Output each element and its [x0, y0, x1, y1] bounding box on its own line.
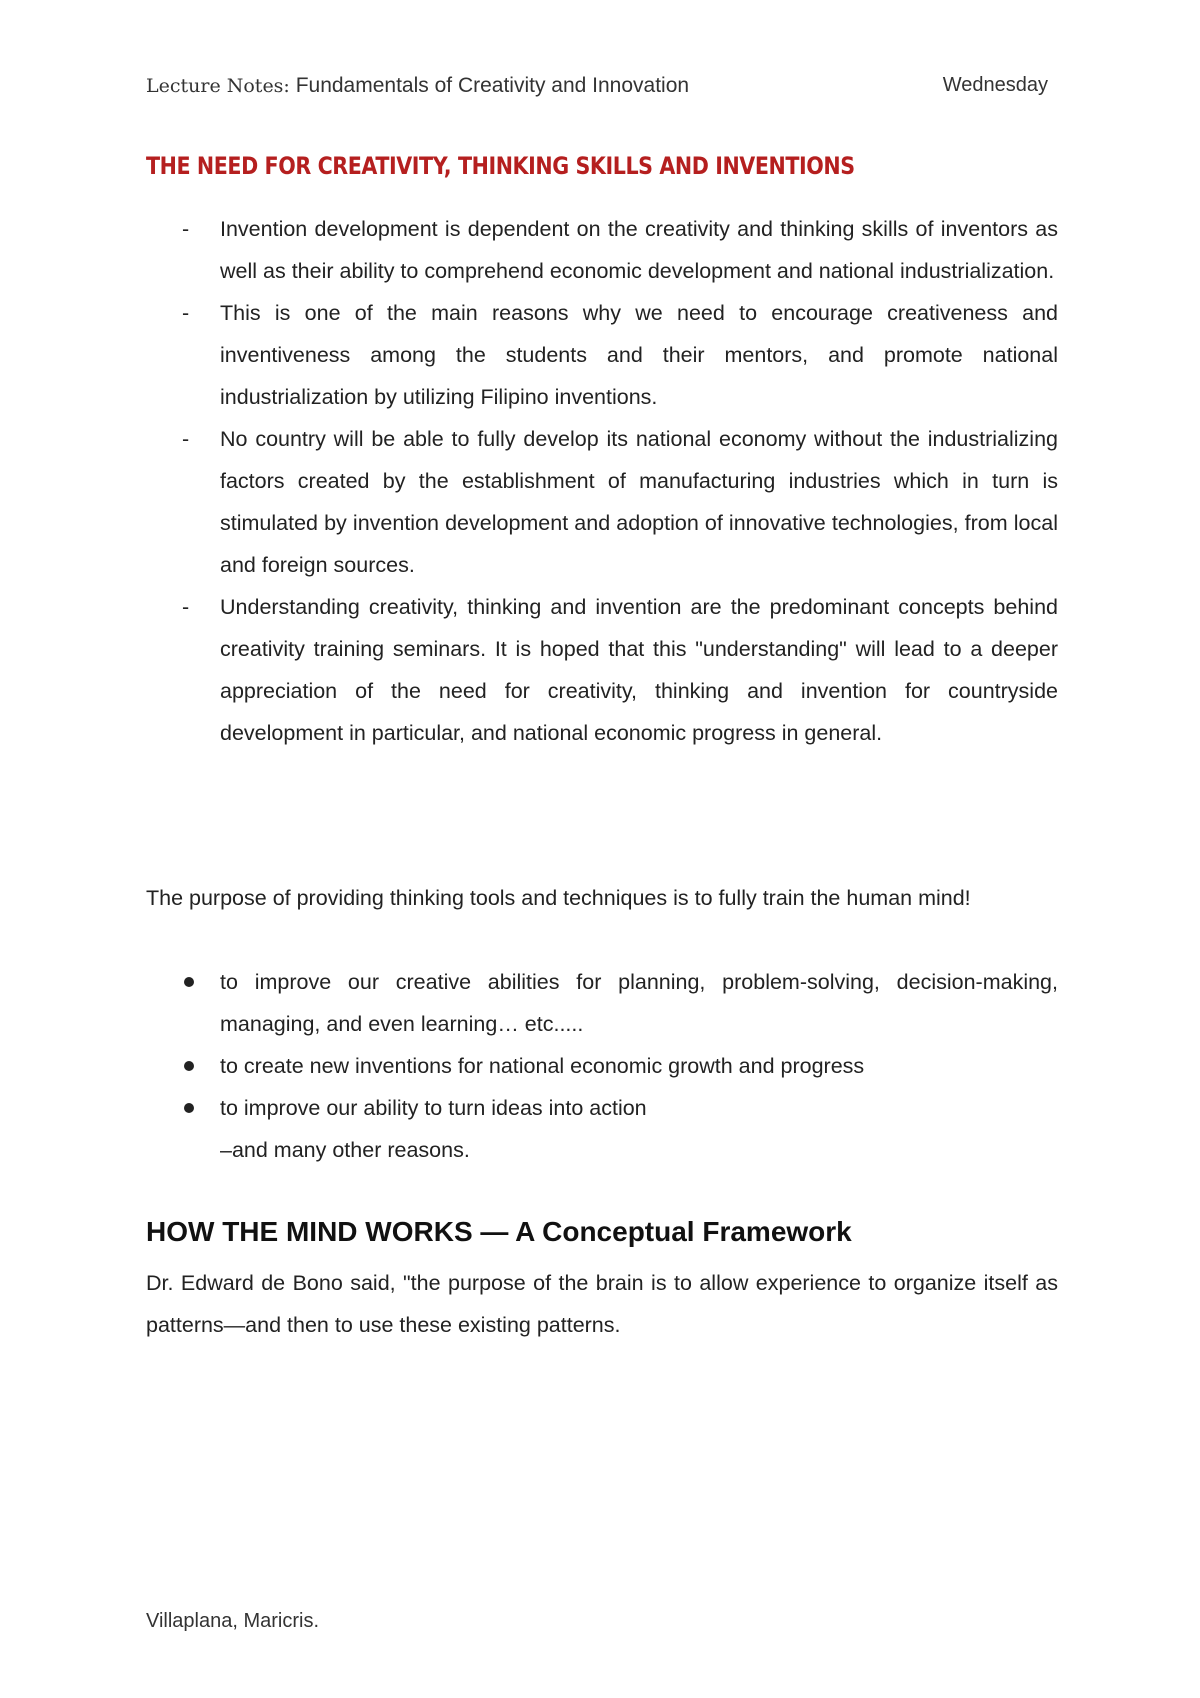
bullet-list: [146, 961, 1058, 1171]
header-day: Wednesday: [942, 74, 1048, 96]
list-item-text: Invention development is dependent on the creativity and thinking skills of inventors as well as their ability to comprehend economic development and national industrialization.: [220, 217, 1058, 283]
page-header: [146, 74, 1058, 104]
header-label: Lecture Notes:: [146, 75, 290, 97]
header-title: [146, 74, 689, 98]
list-item-text: No country will be able to fully develop its national economy without the industrializing factors created by the establishment of manufacturing industries which in turn is stimulated by invention development and adoption of innovative technologies, from local and foreign sources.: [220, 427, 1058, 577]
header-course: Fundamentals of Creativity and Innovation: [295, 74, 690, 97]
bullet-text: to improve our ability to turn ideas into action: [220, 1096, 647, 1120]
list-item-text: Understanding creativity, thinking and invention are the predominant concepts behind creativity training seminars. It is hoped that this "understanding" will lead to a deeper appreciation of the need for creativity, thinking and invention for countryside development in particular, and national economic progress in general.: [220, 595, 1058, 745]
list-item-text: This is one of the main reasons why we need to encourage creativeness and inventiveness among the students and their mentors, and promote national industrialization by utilizing Filipino inventions.: [220, 301, 1058, 409]
list-item: [146, 208, 1058, 292]
bullet-tail: –and many other reasons.: [220, 1138, 470, 1162]
bullet-icon: [184, 977, 194, 987]
bullet-item: [146, 961, 1058, 1045]
footer-author: Villaplana, Maricris.: [146, 1610, 320, 1632]
section-mind-text: Dr. Edward de Bono said, "the purpose of the brain is to allow experience to organize itself as patterns—and then to use these existing patterns.: [146, 1271, 1058, 1337]
dash-marker: -: [182, 427, 190, 451]
dash-marker: -: [182, 301, 190, 325]
dash-marker: -: [182, 595, 190, 619]
list-item: [146, 418, 1058, 586]
purpose-intro: The purpose of providing thinking tools and techniques is to fully train the human mind!: [146, 886, 971, 910]
bullet-text: to create new inventions for national economic growth and progress: [220, 1054, 865, 1078]
section-heading-need: THE NEED FOR CREATIVITY, THINKING SKILLS AND INVENTIONS: [146, 152, 855, 180]
bullet-text: to improve our creative abilities for planning, problem-solving, decision-making, managing, and even learning… etc.....: [220, 970, 1058, 1036]
list-item: [146, 292, 1058, 418]
list-item: [146, 586, 1058, 754]
bullet-item: [146, 1087, 1058, 1129]
bullet-icon: [184, 1103, 194, 1113]
bullet-item: [146, 1045, 1058, 1087]
dash-marker: -: [182, 217, 190, 241]
bullet-icon: [184, 1061, 194, 1071]
section-heading-mind: HOW THE MIND WORKS — A Conceptual Framework: [146, 1216, 852, 1247]
dash-list: [146, 208, 1058, 754]
